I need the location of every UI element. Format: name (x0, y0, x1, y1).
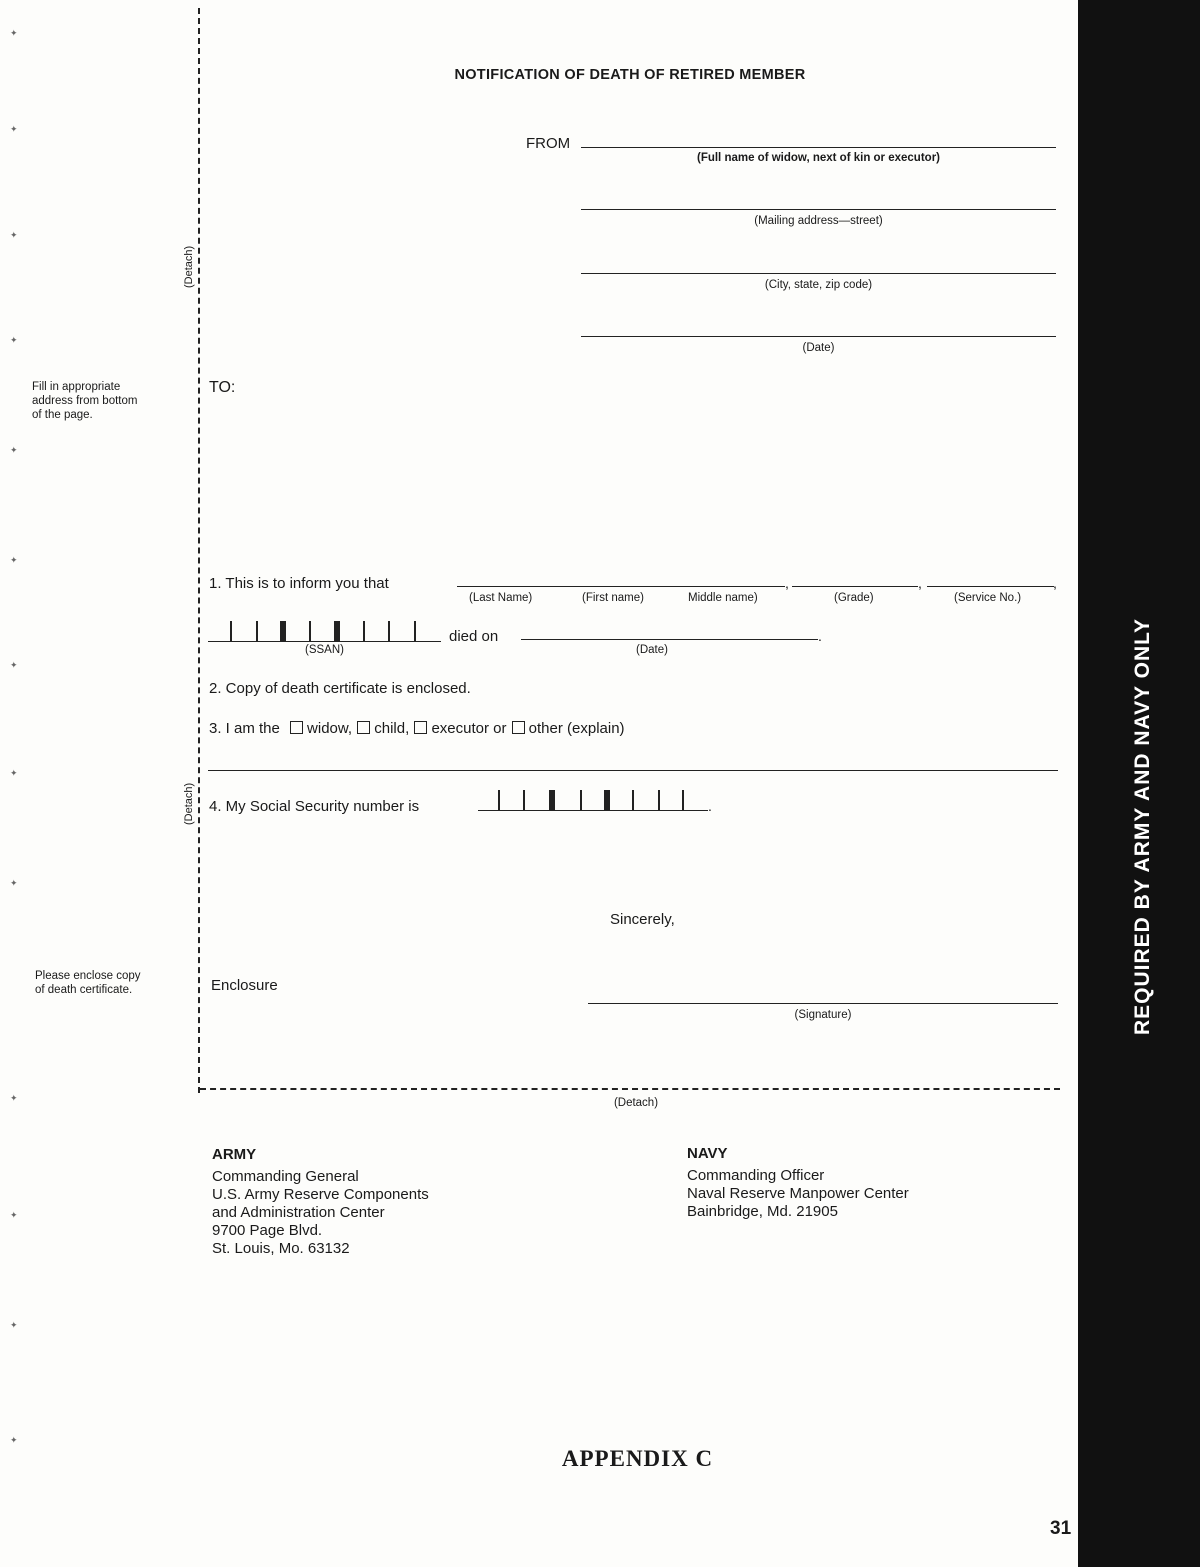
side-banner-text: REQUIRED BY ARMY AND NAVY ONLY (1131, 617, 1154, 1035)
middle-name-caption: Middle name) (688, 592, 758, 604)
punch-mark: ✦ (10, 1210, 18, 1220)
deceased-name-line[interactable] (457, 586, 785, 587)
detach-line-vertical (198, 8, 200, 1093)
date-of-death-line[interactable] (521, 639, 818, 640)
ssan-tick (388, 621, 390, 641)
detach-label-vertical-bottom: (Detach) (183, 782, 195, 825)
from-date-line[interactable] (581, 336, 1056, 337)
from-name-caption: (Full name of widow, next of kin or executor) (696, 152, 940, 164)
child-checkbox[interactable] (357, 721, 370, 734)
ssn-tick (498, 790, 500, 810)
punch-mark: ✦ (10, 1093, 18, 1103)
punch-mark: ✦ (10, 124, 18, 134)
last-name-caption: (Last Name) (469, 592, 533, 604)
detach-label-horizontal: (Detach) (613, 1097, 659, 1109)
other-option-label: other (explain) (528, 720, 625, 737)
punch-mark: ✦ (10, 1320, 18, 1330)
signature-line[interactable] (588, 1003, 1058, 1004)
ssn-separator (549, 790, 555, 810)
service-no-caption: (Service No.) (954, 592, 1022, 604)
ssan-separator (334, 621, 340, 641)
from-city-line[interactable] (581, 273, 1056, 274)
ssan-separator (280, 621, 286, 641)
punch-mark: ✦ (10, 230, 18, 240)
enclosure-label: Enclosure (211, 977, 278, 994)
item1-text: 1. This is to inform you that (209, 575, 389, 592)
form-title: NOTIFICATION OF DEATH OF RETIRED MEMBER (454, 67, 806, 83)
period: . (818, 628, 822, 644)
army-address: Commanding General U.S. Army Reserve Components and Administration Center 9700 Page Blvd. St. Louis, Mo. 63132 (212, 1168, 429, 1257)
from-street-line[interactable] (581, 209, 1056, 210)
sincerely-text: Sincerely, (610, 911, 675, 928)
punch-mark: ✦ (10, 1435, 18, 1445)
grade-line[interactable] (792, 586, 918, 587)
detach-label-vertical-top: (Detach) (183, 245, 195, 288)
ssan-caption: (SSAN) (305, 644, 344, 656)
ssn-tick (658, 790, 660, 810)
ssn-tick (523, 790, 525, 810)
punch-mark: ✦ (10, 335, 18, 345)
item3-row (209, 720, 625, 737)
executor-option-label: executor or (431, 720, 507, 737)
widow-option-label: widow, (307, 720, 353, 737)
ssan-field[interactable] (208, 621, 441, 642)
to-label: TO: (209, 379, 236, 396)
social-security-field[interactable] (478, 790, 708, 811)
from-street-caption: (Mailing address—street) (754, 215, 883, 227)
period: . (708, 798, 712, 814)
from-name-line[interactable] (581, 147, 1056, 148)
service-no-line[interactable] (927, 586, 1054, 587)
punch-mark: ✦ (10, 660, 18, 670)
child-option-label: child, (374, 720, 410, 737)
item4-text: 4. My Social Security number is (209, 798, 420, 815)
explanation-line[interactable] (208, 770, 1058, 771)
comma-separator: , (1053, 575, 1057, 591)
date-of-death-caption: (Date) (636, 644, 668, 656)
from-city-caption: (City, state, zip code) (764, 279, 873, 291)
ssan-tick (256, 621, 258, 641)
died-on-label: died on (449, 628, 499, 645)
ssan-tick (363, 621, 365, 641)
page-number: 31 (1050, 1518, 1072, 1539)
other-checkbox[interactable] (512, 721, 525, 734)
punch-mark: ✦ (10, 878, 18, 888)
margin-note-fill-address: Fill in appropriate address from bottom of the page. (32, 381, 138, 421)
punch-mark: ✦ (10, 768, 18, 778)
navy-heading: NAVY (687, 1145, 728, 1162)
ssan-tick (230, 621, 232, 641)
ssn-tick (632, 790, 634, 810)
punch-mark: ✦ (10, 28, 18, 38)
executor-checkbox[interactable] (414, 721, 427, 734)
ssan-tick (414, 621, 416, 641)
item3-prefix: 3. I am the (209, 720, 280, 737)
margin-note-enclose-certificate: Please enclose copy of death certificate. (35, 970, 141, 996)
punch-mark: ✦ (10, 555, 18, 565)
ssn-tick (682, 790, 684, 810)
comma-separator: , (785, 575, 789, 591)
first-name-caption: (First name) (582, 592, 644, 604)
signature-caption: (Signature) (794, 1009, 852, 1021)
ssn-tick (580, 790, 582, 810)
item2-text: 2. Copy of death certificate is enclosed. (209, 680, 471, 697)
ssn-separator (604, 790, 610, 810)
detach-line-horizontal (200, 1088, 1060, 1090)
grade-caption: (Grade) (834, 592, 874, 604)
punch-mark: ✦ (10, 445, 18, 455)
widow-checkbox[interactable] (290, 721, 303, 734)
navy-address: Commanding Officer Naval Reserve Manpower Center Bainbridge, Md. 21905 (687, 1167, 909, 1220)
army-heading: ARMY (212, 1146, 257, 1163)
comma-separator: , (918, 575, 922, 591)
from-date-caption: (Date) (802, 342, 835, 354)
ssan-tick (309, 621, 311, 641)
appendix-title: APPENDIX C (561, 1446, 714, 1471)
from-label: FROM (526, 135, 571, 152)
